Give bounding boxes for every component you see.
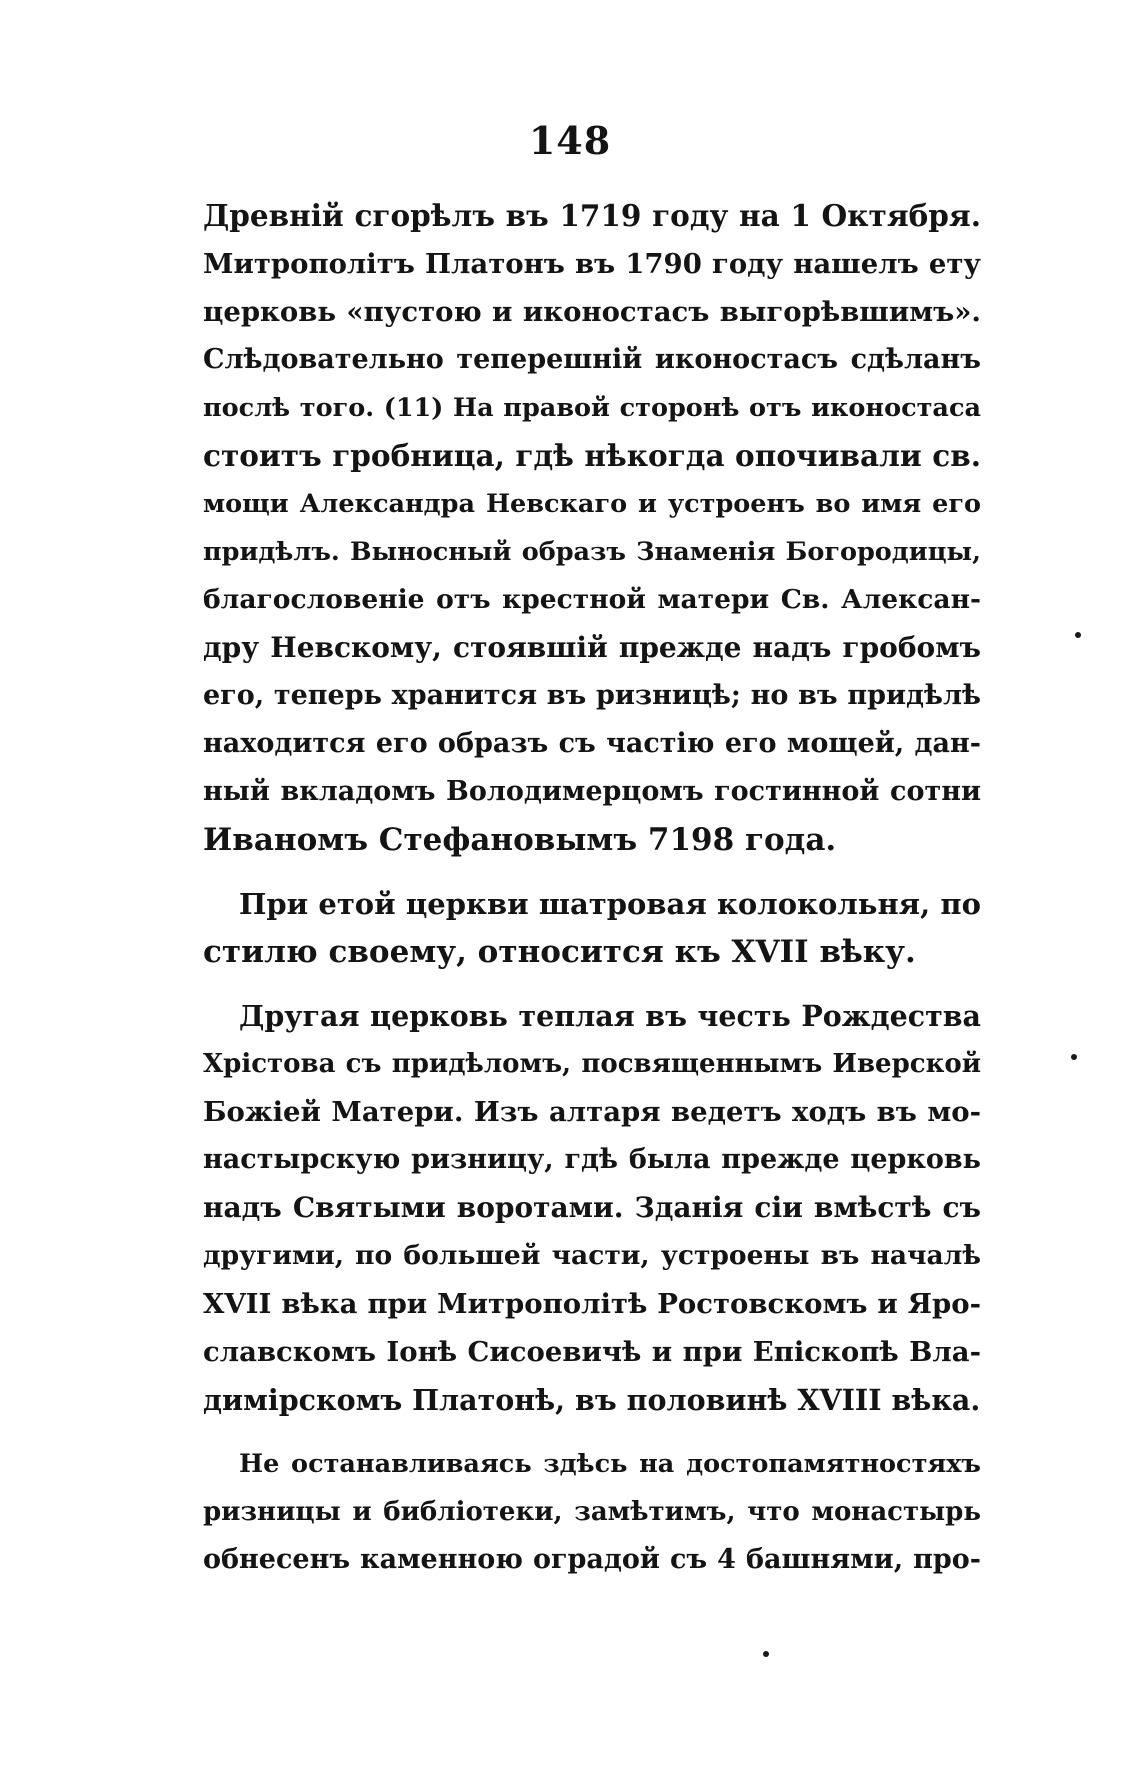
- text-line: Иваномъ Стефановымъ 7198 года.: [203, 822, 837, 858]
- text-line: Хрістова съ придѣломъ, посвященнымъ Иверской: [203, 1049, 981, 1079]
- body-text: [203, 192, 981, 1584]
- text-line: Митрополітъ Платонъ въ 1790 году нашелъ ету: [203, 248, 981, 280]
- paragraph-4: [203, 1440, 981, 1584]
- text-line: послѣ того. (11) На правой сторонѣ отъ иконостаса: [203, 393, 981, 423]
- text-line: мощи Александра Невскаго и устроенъ во имя его: [203, 489, 981, 519]
- scan-speck: [1071, 1054, 1077, 1060]
- text-line: Другая церковь теплая въ честь Рождества: [239, 999, 981, 1033]
- paragraph-3: [203, 992, 981, 1424]
- text-line: Божіей Матери. Изъ алтаря ведетъ ходъ въ мо-: [203, 1096, 981, 1128]
- text-line: При етой церкви шатровая колокольня, по: [239, 887, 981, 921]
- text-line: Древній сгорѣлъ въ 1719 году на 1 Октября.: [203, 198, 981, 233]
- text-line: надъ Святыми воротами. Зданія сіи вмѣстѣ съ: [203, 1191, 981, 1224]
- scan-speck: [763, 1651, 769, 1657]
- paragraph-2: [203, 880, 981, 976]
- text-line: дру Невскому, стоявшій прежде надъ гробомъ: [203, 631, 981, 664]
- text-line: настырскую ризницу, гдѣ была прежде церковь: [203, 1144, 981, 1175]
- text-line: ный вкладомъ Володимерцомъ гостинной сотни: [203, 776, 981, 807]
- text-line: XVII вѣка при Митрополітѣ Ростовскомъ и Яро-: [203, 1288, 981, 1320]
- page-number: 148: [528, 118, 612, 163]
- paragraph-1: [203, 192, 981, 864]
- text-line: его, теперь хранится въ ризницѣ; но въ придѣлѣ: [203, 680, 981, 711]
- text-line: Слѣдовательно теперешній иконостасъ сдѣланъ: [203, 344, 981, 375]
- text-line: стилю своему, относится къ XVII вѣку.: [203, 934, 916, 970]
- text-line: Не останавливаясь здѣсь на достопамятностяхъ: [239, 1449, 981, 1479]
- text-line: стоитъ гробница, гдѣ нѣкогда опочивали св.: [203, 438, 981, 473]
- text-line: благословеніе отъ крестной матери Св. Алексан-: [203, 584, 981, 615]
- text-line: церковь «пустою и иконостасъ выгорѣвшимъ».: [203, 296, 981, 328]
- text-line: находится его образъ съ частію его мощей, дан-: [203, 728, 981, 759]
- scan-speck: [1075, 632, 1081, 638]
- text-line: придѣлъ. Выносный образъ Знаменія Богородицы,: [203, 537, 981, 567]
- text-line: другими, по большей части, устроены въ началѣ: [203, 1240, 981, 1271]
- text-line: обнесенъ каменною оградой съ 4 башнями, про-: [203, 1544, 981, 1575]
- text-line: димірскомъ Платонѣ, въ половинѣ XVIII вѣка.: [203, 1383, 981, 1417]
- text-line: ризницы и библіотеки, замѣтимъ, что монастырь: [203, 1497, 981, 1527]
- text-line: славскомъ Іонѣ Сисоевичѣ и при Епіскопѣ Вла-: [203, 1336, 981, 1368]
